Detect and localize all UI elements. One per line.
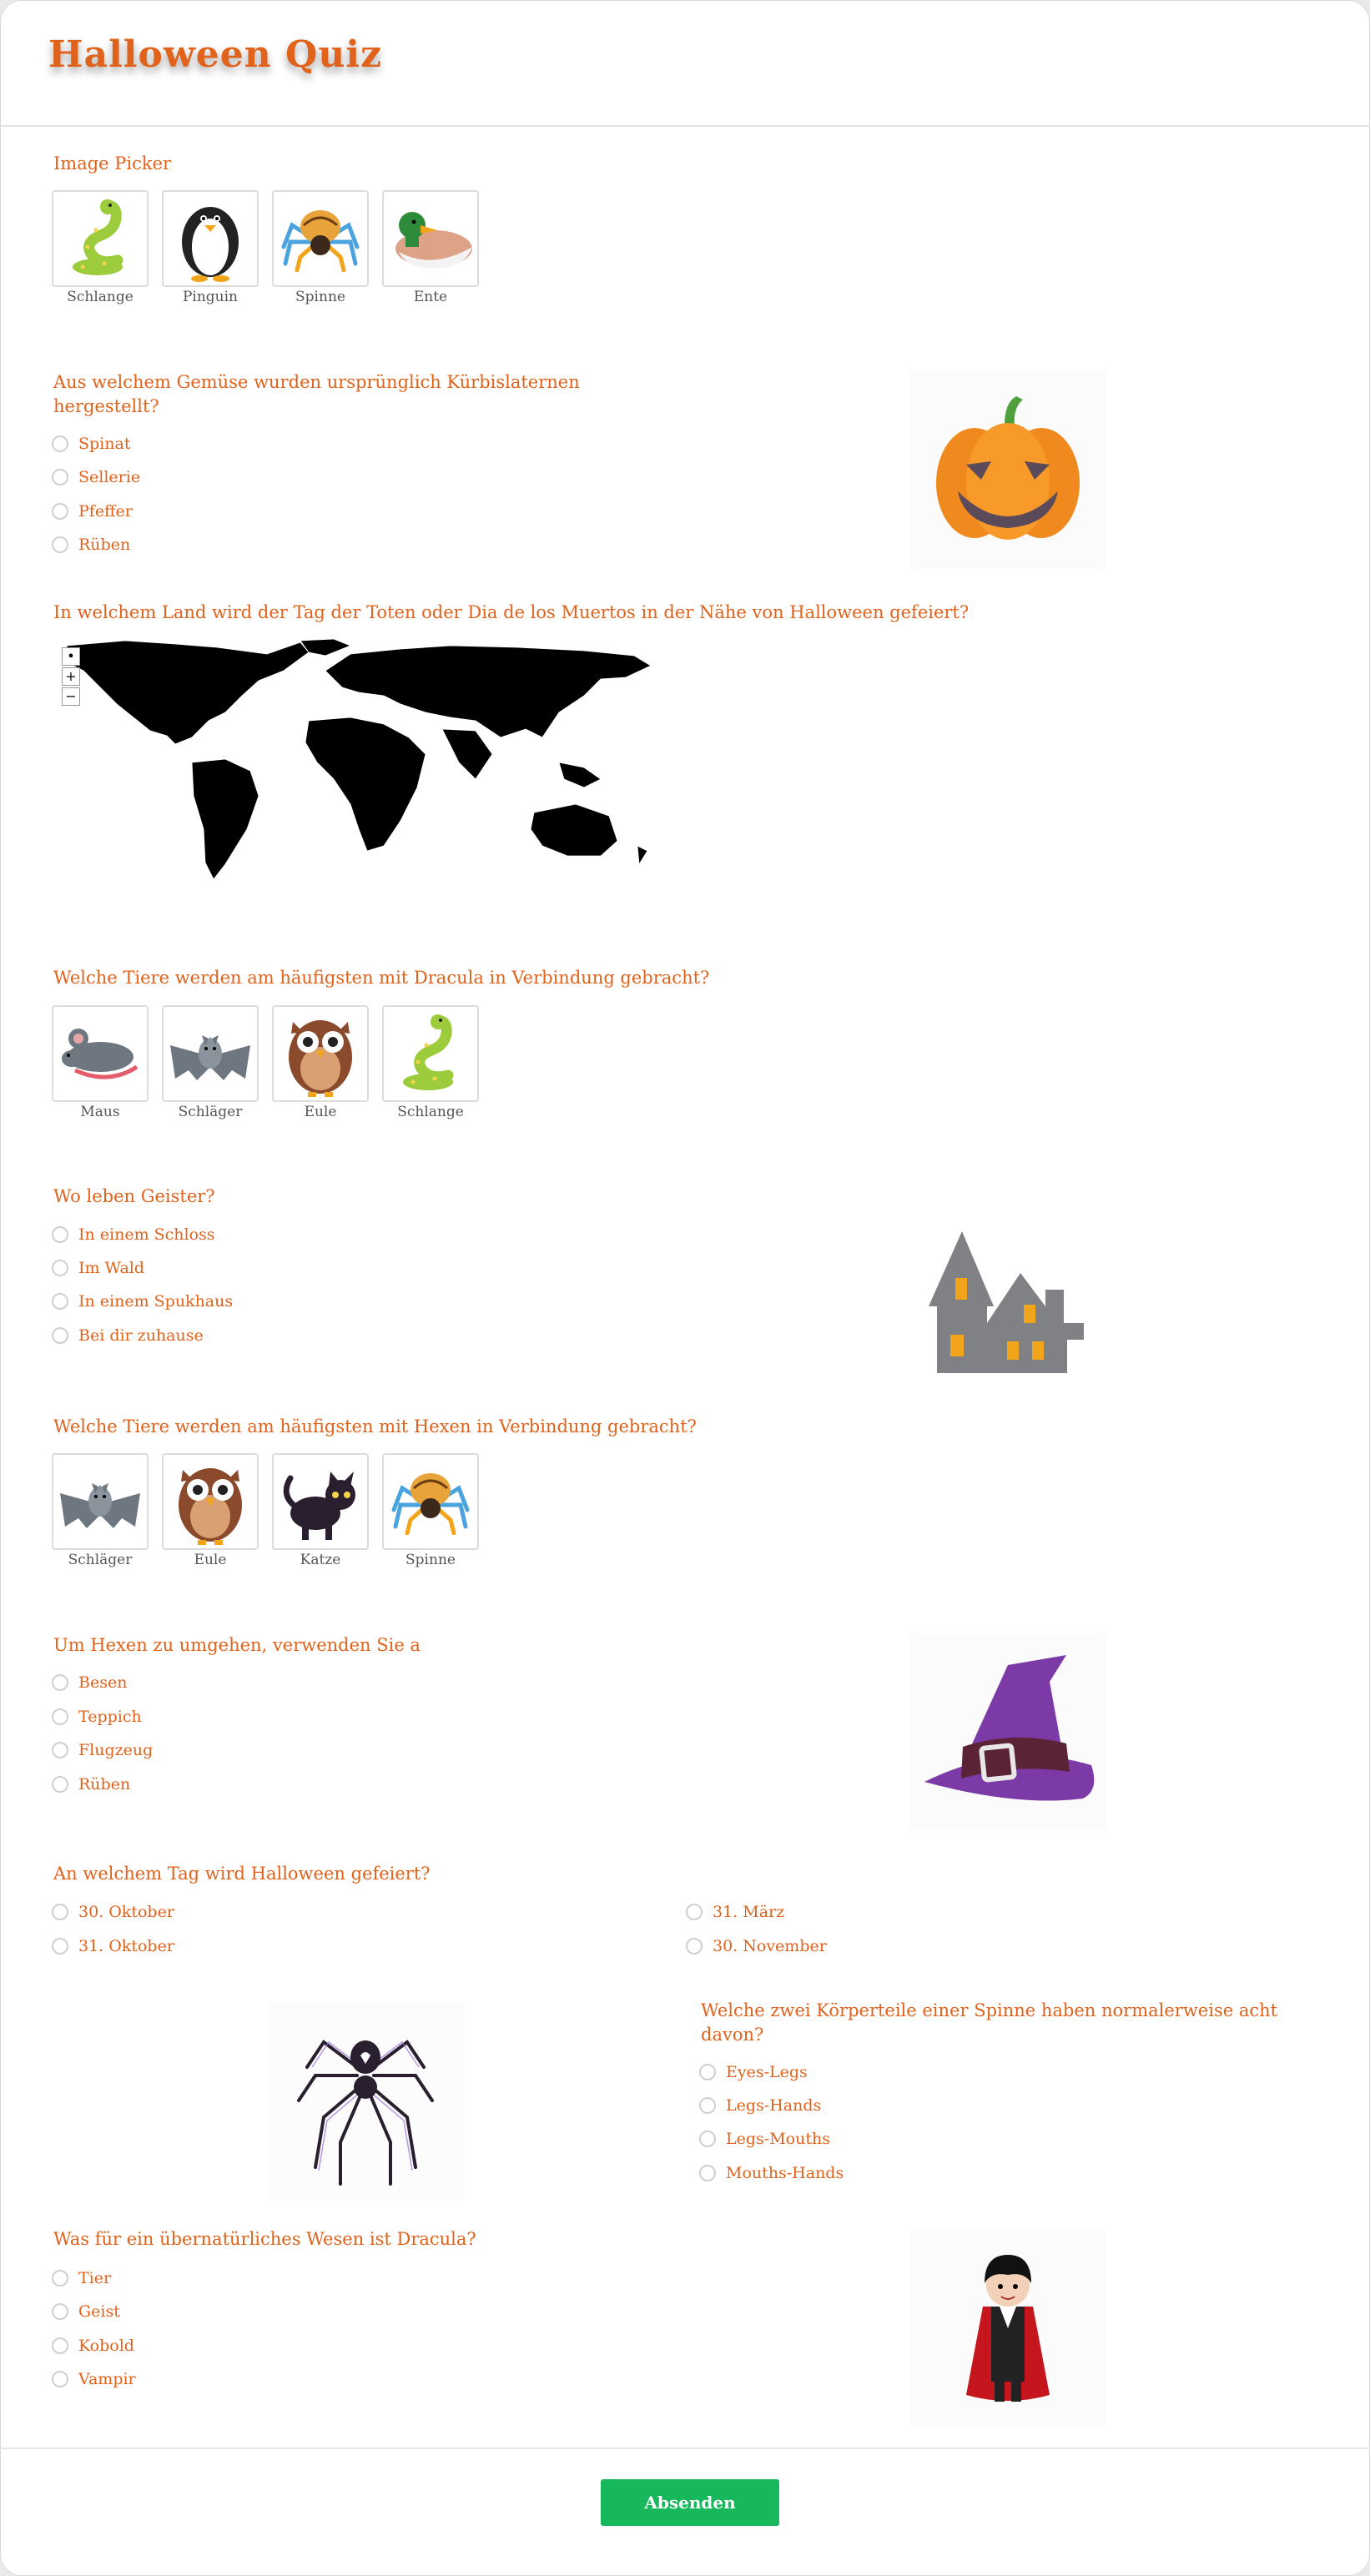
world-map[interactable] (50, 637, 693, 888)
tile-caption: Pinguin (182, 289, 239, 305)
witch-hat-image (909, 1633, 1106, 1830)
snake-icon (63, 197, 138, 280)
radio-option[interactable]: 31. März (686, 1899, 784, 1924)
bat-icon (167, 1020, 254, 1087)
penguin-icon (173, 195, 248, 282)
tile-caption: Schläger (68, 1552, 133, 1568)
haunted-house-image (909, 1191, 1106, 1388)
image-option-spider[interactable] (272, 190, 369, 305)
radio-option[interactable]: Legs-Hands (699, 2093, 821, 2118)
zoom-in-button[interactable]: + (62, 667, 80, 686)
footer-divider (0, 2448, 1370, 2449)
pumpkin-image (909, 372, 1106, 569)
haunted-house-icon (920, 1198, 1095, 1381)
tile-caption: Ente (413, 289, 448, 305)
tile-caption: Spinne (405, 1552, 456, 1568)
radio-option[interactable]: Teppich (52, 1704, 142, 1729)
tile-caption: Schlange (67, 289, 133, 305)
zoom-reset-button[interactable]: • (62, 647, 80, 666)
radio-option[interactable]: Vampir (52, 2367, 136, 2392)
radio-option[interactable]: Rüben (52, 1772, 130, 1797)
question-label: Welche Tiere werden am häufigsten mit Dracula in Verbindung gebracht? (53, 968, 710, 988)
owl-icon (174, 1458, 246, 1545)
radio-option[interactable]: Legs-Mouths (699, 2126, 830, 2151)
world-map-icon[interactable] (50, 637, 693, 888)
submit-button[interactable]: Absenden (601, 2479, 779, 2526)
radio-option[interactable]: Mouths-Hands (699, 2161, 844, 2186)
radio-option[interactable]: 31. Oktober (52, 1934, 174, 1959)
spider-icon (390, 1468, 471, 1535)
question-label: Aus welchem Gemüse wurden ursprünglich Kürbislaternen hergestellt? (53, 372, 580, 416)
image-option-spider[interactable] (382, 1453, 479, 1568)
duck-icon (387, 205, 474, 272)
tile-caption: Schlange (397, 1104, 464, 1120)
question-label: Image Picker (53, 153, 172, 174)
cat-icon (279, 1462, 362, 1542)
question-label: Um Hexen zu umgehen, verwenden Sie a (53, 1635, 421, 1655)
tile-caption: Spinne (295, 289, 345, 305)
radio-option[interactable]: Geist (52, 2299, 120, 2324)
image-option-owl[interactable] (272, 1005, 369, 1120)
image-option-snake[interactable] (382, 1005, 479, 1120)
mouse-icon (58, 1020, 142, 1087)
image-option-bat[interactable] (162, 1005, 259, 1120)
radio-option[interactable]: Rüben (52, 532, 130, 557)
radio-option[interactable]: 30. Oktober (52, 1899, 174, 1924)
tile-caption: Katze (300, 1552, 341, 1568)
question-label: Wo leben Geister? (53, 1186, 215, 1206)
radio-option[interactable]: Besen (52, 1670, 127, 1695)
spider-icon (280, 205, 360, 272)
question-label: Was für ein übernatürliches Wesen ist Dracula? (53, 2229, 476, 2249)
radio-option[interactable]: Sellerie (52, 465, 140, 490)
image-option-penguin[interactable] (162, 190, 259, 305)
tile-caption: Maus (80, 1104, 120, 1120)
radio-option[interactable]: Flugzeug (52, 1738, 153, 1763)
image-option-duck[interactable] (382, 190, 479, 305)
radio-option[interactable]: 30. November (686, 1934, 827, 1959)
dracula-icon (958, 2248, 1058, 2407)
radio-option[interactable]: Spinat (52, 431, 130, 456)
spider-drawing-icon (290, 2009, 441, 2192)
radio-option[interactable]: Pfeffer (52, 499, 133, 524)
form-header (0, 0, 1370, 127)
pumpkin-icon (924, 391, 1091, 550)
witch-hat-icon (916, 1648, 1100, 1815)
radio-option[interactable]: Bei dir zuhause (52, 1323, 204, 1348)
radio-option[interactable]: In einem Schloss (52, 1222, 215, 1247)
radio-option[interactable]: In einem Spukhaus (52, 1289, 233, 1314)
tile-caption: Eule (194, 1552, 227, 1568)
radio-option[interactable]: Tier (52, 2266, 111, 2291)
image-option-owl[interactable] (162, 1453, 259, 1568)
image-option-snake[interactable] (52, 190, 149, 305)
bat-icon (57, 1468, 144, 1535)
spider-image (267, 2002, 464, 2199)
question-label: Welche Tiere werden am häufigsten mit Hexen in Verbindung gebracht? (53, 1416, 697, 1436)
image-option-mouse[interactable] (52, 1005, 149, 1120)
tile-caption: Schläger (178, 1104, 243, 1120)
tile-caption: Eule (304, 1104, 337, 1120)
question-label: In welchem Land wird der Tag der Toten oder Dia de los Muertos in der Nähe von Halloween gefeiert? (53, 602, 970, 622)
radio-option[interactable]: Eyes-Legs (699, 2060, 808, 2085)
question-label: Welche zwei Körperteile einer Spinne haben normalerweise acht davon? (701, 2000, 1278, 2045)
page-title: Halloween Quiz (48, 33, 383, 76)
radio-option[interactable]: Kobold (52, 2333, 134, 2358)
dracula-image (909, 2229, 1106, 2426)
snake-icon (393, 1012, 468, 1095)
image-option-bat[interactable] (52, 1453, 149, 1568)
question-label: An welchem Tag wird Halloween gefeiert? (53, 1864, 431, 1884)
image-option-cat[interactable] (272, 1453, 369, 1568)
zoom-out-button[interactable]: − (62, 687, 80, 706)
radio-option[interactable]: Im Wald (52, 1255, 144, 1280)
owl-icon (285, 1010, 356, 1097)
